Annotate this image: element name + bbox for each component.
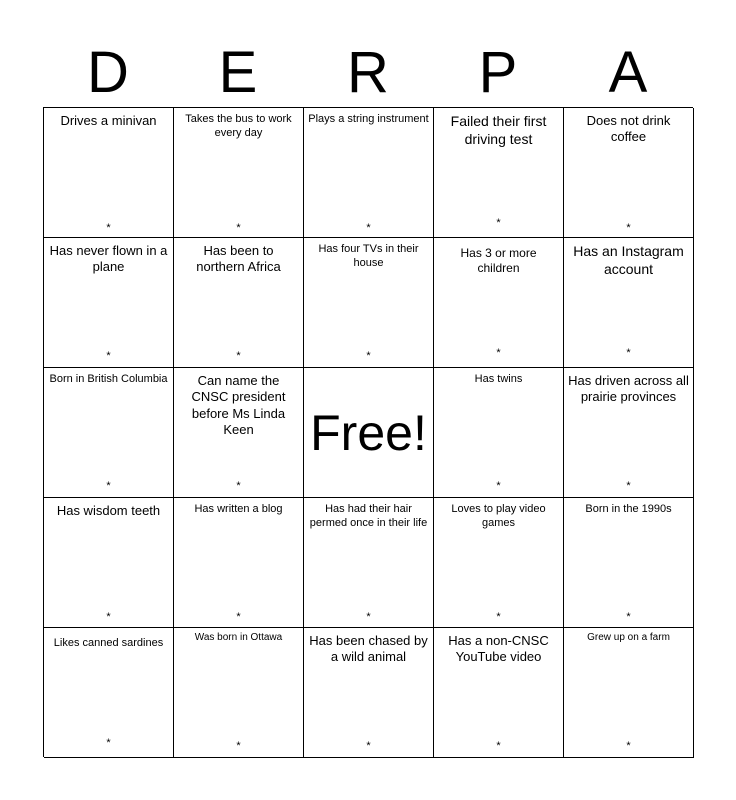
bingo-cell[interactable] bbox=[44, 368, 174, 498]
bingo-cell[interactable] bbox=[434, 628, 564, 758]
cell-text: Likes canned sardines bbox=[53, 637, 164, 649]
star-marker: * bbox=[106, 737, 111, 749]
bingo-cell[interactable] bbox=[434, 498, 564, 628]
cell-text: Drives a minivan bbox=[60, 113, 157, 128]
cell-text: Does not drink coffee bbox=[586, 113, 671, 145]
bingo-cell[interactable] bbox=[44, 628, 174, 758]
bingo-cell[interactable] bbox=[174, 368, 304, 498]
bingo-header bbox=[43, 40, 693, 106]
star-marker: * bbox=[496, 480, 501, 492]
star-marker: * bbox=[496, 347, 501, 359]
star-marker: * bbox=[366, 740, 371, 752]
cell-text: Has never flown in a plane bbox=[49, 243, 168, 275]
bingo-cell[interactable] bbox=[304, 108, 434, 238]
bingo-cell[interactable] bbox=[304, 238, 434, 368]
bingo-cell[interactable] bbox=[564, 368, 694, 498]
free-space[interactable] bbox=[304, 368, 434, 498]
header-letter-r: R bbox=[347, 40, 389, 105]
star-marker: * bbox=[366, 350, 371, 362]
cell-text: Has been chased by a wild animal bbox=[309, 633, 428, 665]
cell-text: Has driven across all prairie provinces bbox=[568, 373, 689, 405]
cell-text: Grew up on a farm bbox=[587, 632, 670, 643]
header-letter-p: P bbox=[478, 40, 518, 105]
star-marker: * bbox=[366, 611, 371, 623]
cell-text: Has twins bbox=[474, 373, 523, 385]
cell-text: Has been to northern Africa bbox=[196, 243, 281, 275]
cell-text: Takes the bus to work every day bbox=[185, 113, 292, 139]
bingo-cell[interactable] bbox=[44, 238, 174, 368]
star-marker: * bbox=[106, 350, 111, 362]
cell-text: Has an Instagram account bbox=[573, 243, 684, 277]
bingo-cell[interactable] bbox=[434, 238, 564, 368]
star-marker: * bbox=[496, 611, 501, 623]
star-marker: * bbox=[496, 217, 501, 229]
bingo-cell[interactable] bbox=[304, 498, 434, 628]
free-space-label: Free! bbox=[310, 404, 427, 461]
cell-text: Has had their hair permed once in their life bbox=[309, 503, 428, 529]
bingo-cell[interactable] bbox=[434, 368, 564, 498]
bingo-cell[interactable] bbox=[174, 498, 304, 628]
star-marker: * bbox=[236, 480, 241, 492]
star-marker: * bbox=[626, 480, 631, 492]
cell-text: Plays a string instrument bbox=[308, 113, 429, 125]
bingo-cell[interactable] bbox=[564, 108, 694, 238]
star-marker: * bbox=[106, 222, 111, 234]
bingo-cell[interactable] bbox=[434, 108, 564, 238]
bingo-cell[interactable] bbox=[304, 628, 434, 758]
cell-text: Has a non-CNSC YouTube video bbox=[448, 633, 549, 665]
bingo-cell[interactable] bbox=[44, 498, 174, 628]
bingo-board bbox=[43, 107, 693, 757]
star-marker: * bbox=[106, 480, 111, 492]
bingo-cell[interactable] bbox=[564, 238, 694, 368]
star-marker: * bbox=[626, 740, 631, 752]
star-marker: * bbox=[236, 611, 241, 623]
star-marker: * bbox=[236, 222, 241, 234]
cell-text: Has 3 or more children bbox=[460, 246, 537, 275]
cell-text: Loves to play video games bbox=[451, 503, 546, 529]
cell-text: Has written a blog bbox=[194, 503, 283, 515]
cell-text: Born in the 1990s bbox=[585, 503, 672, 515]
header-letter-a: A bbox=[608, 40, 648, 105]
star-marker: * bbox=[626, 222, 631, 234]
star-marker: * bbox=[496, 740, 501, 752]
star-marker: * bbox=[106, 611, 111, 623]
cell-text: Has four TVs in their house bbox=[318, 243, 419, 269]
star-marker: * bbox=[626, 347, 631, 359]
bingo-cell[interactable] bbox=[174, 108, 304, 238]
cell-text: Was born in Ottawa bbox=[194, 632, 283, 643]
cell-text: Born in British Columbia bbox=[49, 373, 168, 385]
bingo-cell[interactable] bbox=[564, 628, 694, 758]
header-letter-e: E bbox=[218, 40, 258, 105]
star-marker: * bbox=[366, 222, 371, 234]
bingo-cell[interactable] bbox=[174, 238, 304, 368]
cell-text: Failed their first driving test bbox=[450, 113, 547, 147]
bingo-cell[interactable] bbox=[564, 498, 694, 628]
star-marker: * bbox=[626, 611, 631, 623]
cell-text: Has wisdom teeth bbox=[56, 503, 161, 518]
header-letter-d: D bbox=[87, 40, 129, 105]
bingo-cell[interactable] bbox=[44, 108, 174, 238]
bingo-cell[interactable] bbox=[174, 628, 304, 758]
cell-text: Can name the CNSC president before Ms Linda Keen bbox=[191, 373, 286, 437]
star-marker: * bbox=[236, 350, 241, 362]
star-marker: * bbox=[236, 740, 241, 752]
